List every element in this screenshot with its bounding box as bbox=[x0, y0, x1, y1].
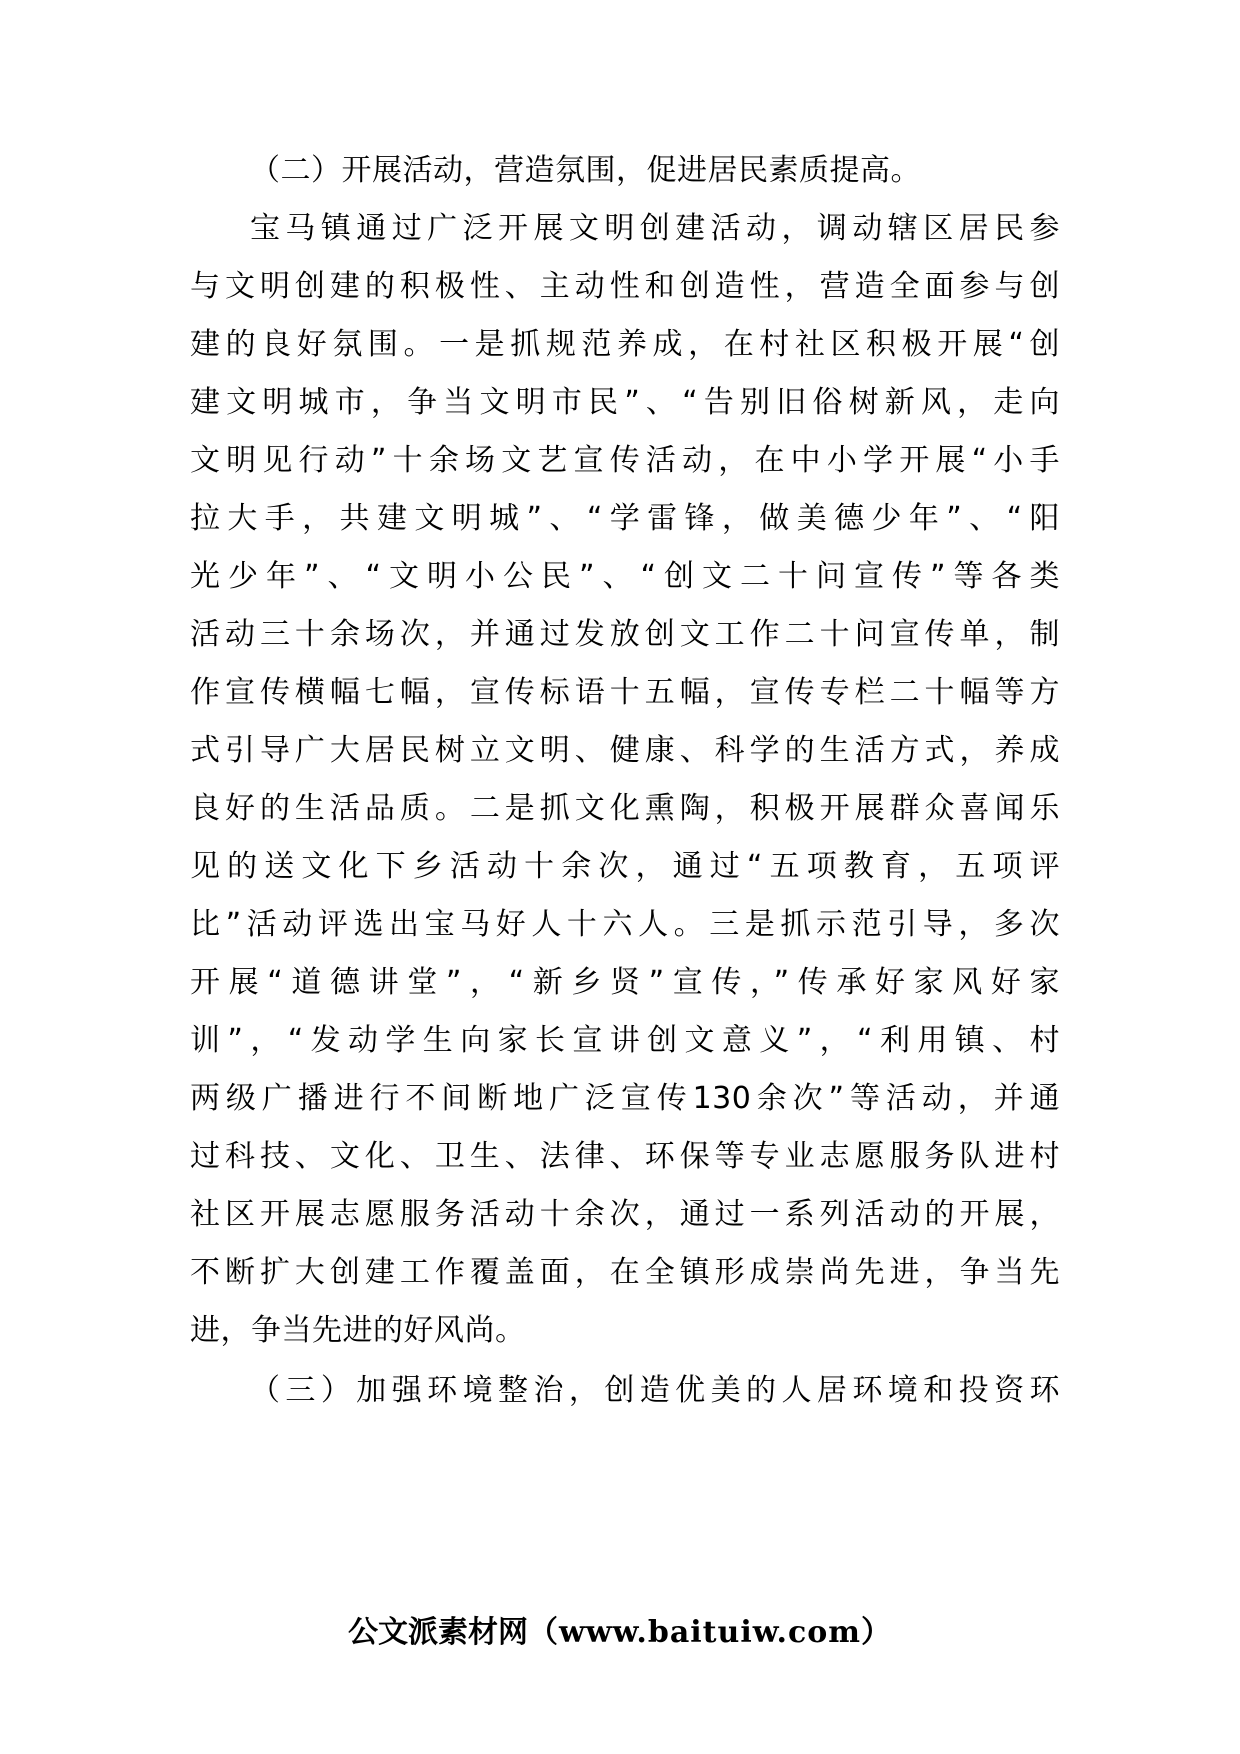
footer-source-name: 公文派素材网 bbox=[347, 1615, 528, 1650]
paragraph-line-18: 社区开展志愿服务活动十余次，通过一系列活动的开展， bbox=[190, 1197, 1060, 1232]
paragraph-line-5: 文明见行动”十余场文艺宣传活动，在中小学开展“小手 bbox=[190, 443, 1060, 478]
paragraph-line-11: 良好的生活品质。二是抓文化熏陶，积极开展群众喜闻乐 bbox=[190, 791, 1060, 826]
footer-source-url: （www.baituiw.com） bbox=[527, 1615, 893, 1650]
paragraph-line-20: 进，争当先进的好风尚。 bbox=[190, 1313, 526, 1348]
paragraph-line-6: 拉大手，共建文明城”、“学雷锋，做美德少年”、“阳 bbox=[190, 501, 1060, 536]
paragraph-line-7: 光少年”、“文明小公民”、“创文二十问宣传”等各类 bbox=[190, 559, 1060, 594]
paragraph-line-19: 不断扩大创建工作覆盖面，在全镇形成崇尚先进，争当先 bbox=[190, 1255, 1060, 1290]
section-heading-3: （三）加强环境整治，创造优美的人居环境和投资环 bbox=[250, 1373, 1060, 1408]
paragraph-line-15: 训”，“发动学生向家长宣讲创文意义”，“利用镇、村 bbox=[190, 1023, 1060, 1058]
paragraph-line-2: 与文明创建的积极性、主动性和创造性，营造全面参与创 bbox=[190, 269, 1060, 304]
paragraph-line-9: 作宣传横幅七幅，宣传标语十五幅，宣传专栏二十幅等方 bbox=[190, 675, 1060, 710]
paragraph-line-3: 建的良好氛围。一是抓规范养成，在村社区积极开展“创 bbox=[190, 327, 1060, 362]
section-heading-2: （二）开展活动，营造氛围，促进居民素质提高。 bbox=[250, 153, 921, 188]
paragraph-line-12: 见的送文化下乡活动十余次，通过“五项教育，五项评 bbox=[190, 849, 1060, 884]
paragraph-line-8: 活动三十余场次，并通过发放创文工作二十问宣传单，制 bbox=[190, 617, 1060, 652]
paragraph-line-14: 开展“道德讲堂”，“新乡贤”宣传，”传承好家风好家 bbox=[190, 965, 1060, 1000]
page-footer bbox=[0, 1608, 1240, 1658]
paragraph-line-1: 宝马镇通过广泛开展文明创建活动，调动辖区居民参 bbox=[250, 211, 1060, 246]
paragraph-line-4: 建文明城市，争当文明市民”、“告别旧俗树新风，走向 bbox=[190, 385, 1060, 420]
paragraph-line-17: 过科技、文化、卫生、法律、环保等专业志愿服务队进村 bbox=[190, 1139, 1060, 1174]
paragraph-line-13: 比”活动评选出宝马好人十六人。三是抓示范引导，多次 bbox=[190, 907, 1060, 942]
paragraph-line-16: 两级广播进行不间断地广泛宣传130余次”等活动，并通 bbox=[190, 1081, 1060, 1116]
paragraph-line-10: 式引导广大居民树立文明、健康、科学的生活方式，养成 bbox=[190, 733, 1060, 768]
